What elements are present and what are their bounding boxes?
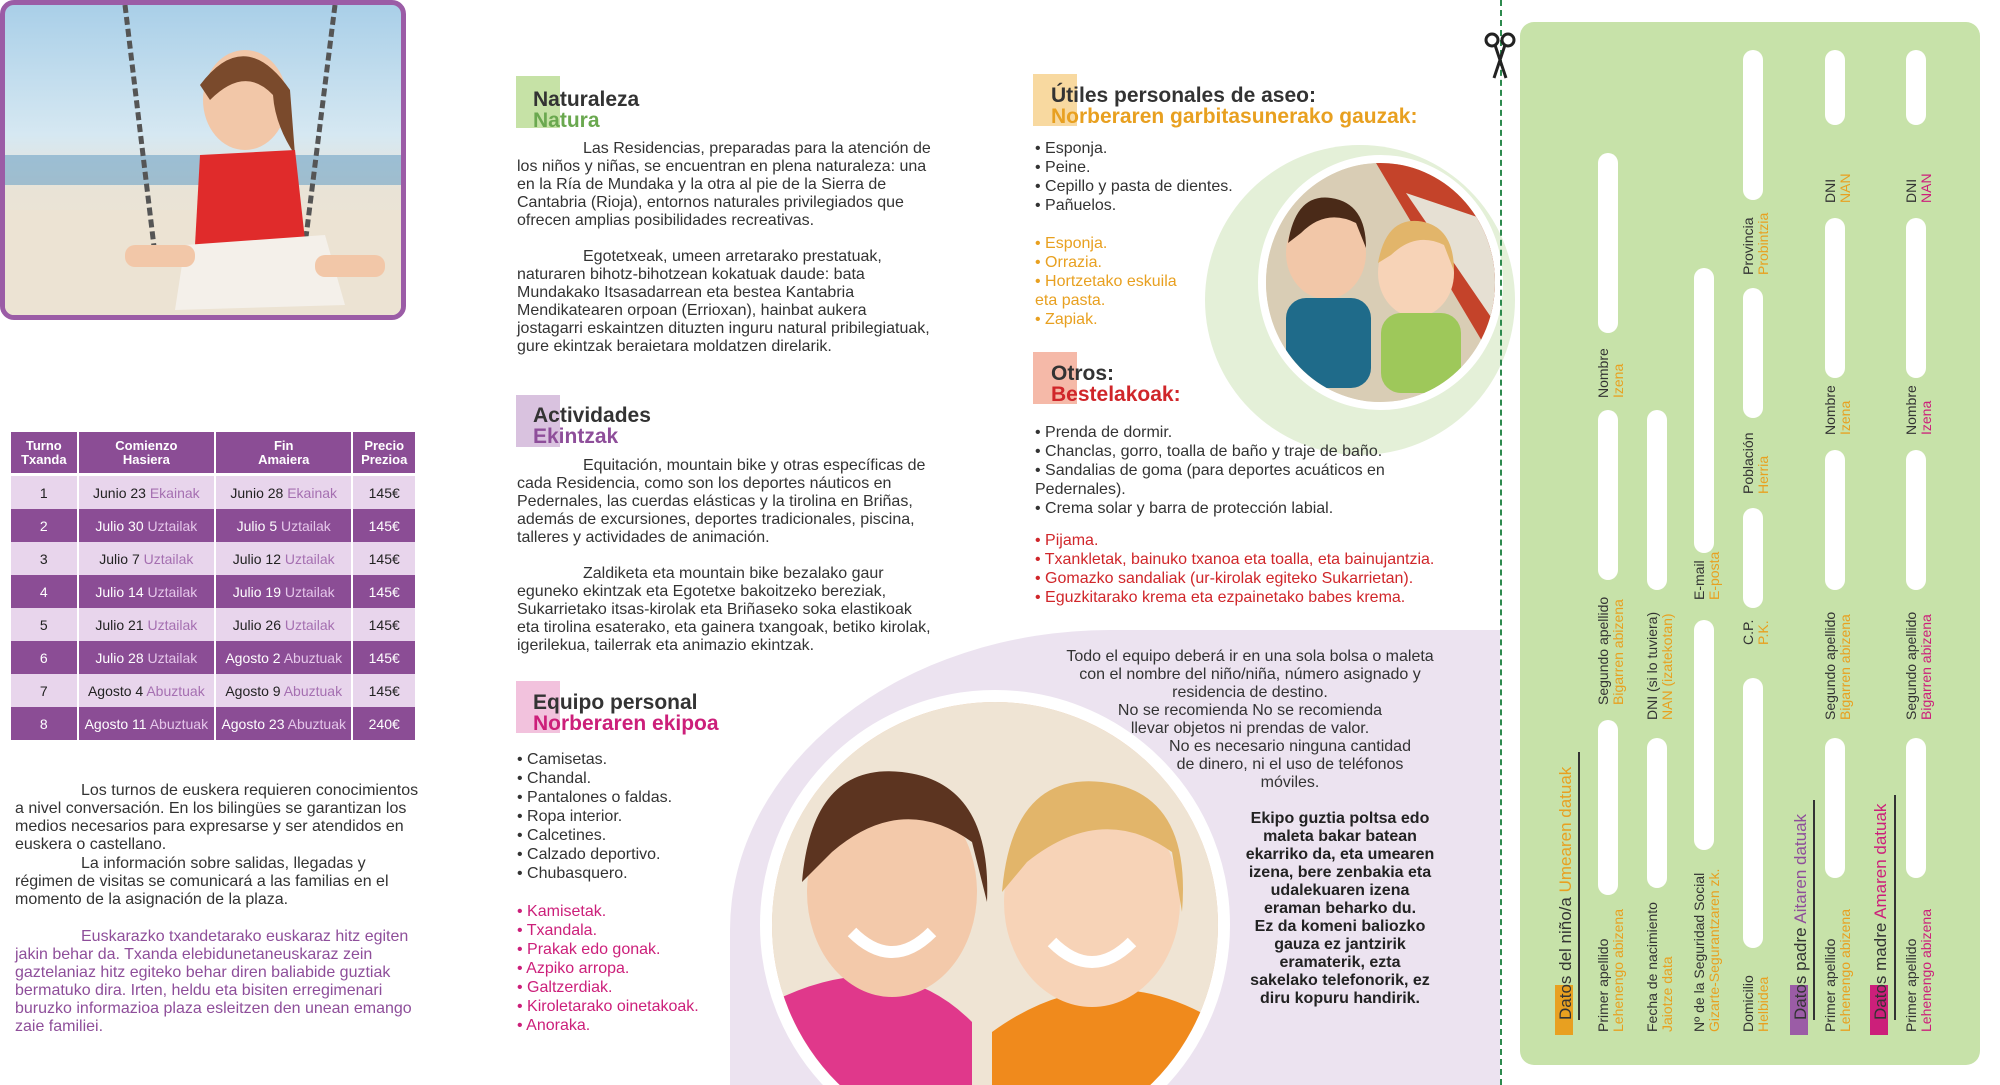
- child-domicilio-field[interactable]: [1743, 678, 1763, 948]
- utiles-list-es: [1035, 139, 1295, 215]
- child-cp-label: C.P. P.K.: [1740, 619, 1771, 645]
- cut-line: [1500, 0, 1502, 1085]
- father-apellido1-field[interactable]: [1825, 738, 1845, 878]
- mother-apellido2-field[interactable]: [1906, 450, 1926, 590]
- list-item: • Azpiko arropa.: [517, 960, 630, 977]
- father-apellido2-field[interactable]: [1825, 450, 1845, 590]
- table-row: 7 Agosto 4 Abuztuak Agosto 9 Abuztuak 145€: [11, 674, 417, 707]
- list-item: • Prenda de dormir.: [1035, 424, 1173, 441]
- header-comienzo: Comienzo Hasiera: [79, 432, 216, 476]
- mother-group-label: Datos madre Amaren datuak: [1871, 803, 1890, 1020]
- list-item: • Chanclas, gorro, toalla de baño y traje de baño.: [1035, 443, 1383, 460]
- table-row: 8 Agosto 11 Abuztuak Agosto 23 Abuztuak 240€: [11, 707, 417, 740]
- child-provincia-label: Provincia Probintzia: [1740, 212, 1771, 275]
- list-item: • Pantalones o faldas.: [517, 789, 673, 806]
- notice-es: Todo el equipo deberá ir en una sola bolsa o maleta con el nombre del niño/niña, número asignado y residencia de destino. No se recomienda No se recomienda llevar objetos ni prendas de valor. No es necesario ninguna cantidad de dinero, ni el uso de teléfonos móviles.: [1066, 648, 1434, 791]
- father-nombre-field[interactable]: [1825, 218, 1845, 378]
- list-item: • Txandala.: [517, 922, 598, 939]
- mother-nombre-label: Nombre Izena: [1903, 385, 1934, 435]
- father-group-line: [1813, 800, 1815, 1020]
- actividades-text-es: Equitación, mountain bike y otras específicas de cada Residencia, como son los deportes náuticos en Pedernales, las cuerdas elásticas y la tirolina en Briñas, además de excursiones, deportes tradicionales, piscina, talleres y actividades de animación.: [517, 457, 926, 546]
- child-cp-field[interactable]: [1743, 508, 1763, 608]
- list-item: • Camisetas.: [517, 751, 608, 768]
- list-item: eta pasta.: [1035, 292, 1106, 309]
- list-item: • Chandal.: [517, 770, 592, 787]
- list-item: • Kamisetak.: [517, 903, 607, 920]
- list-item: • Crema solar y barra de protección labial.: [1035, 500, 1334, 517]
- note-eu: Euskarazko txandetarako euskaraz hitz egiten jakin behar da. Txanda elebidunetaneuskaraz zein gaztelaniaz hitz egiteko behar diren baliabide guztiak bermatuko dira. Irten, heldu eta bisiten erregimenari buruzko informazioa plaza esleitzen den unean emango zaie familiei.: [15, 928, 412, 1035]
- list-item: • Pañuelos.: [1035, 197, 1117, 214]
- table-row: 5 Julio 21 Uztailak Julio 26 Uztailak 145€: [11, 608, 417, 641]
- table-row: 4 Julio 14 Uztailak Julio 19 Uztailak 145€: [11, 575, 417, 608]
- child-nombre-label: Nombre Izena: [1595, 348, 1626, 398]
- child-apellido1-field[interactable]: [1598, 720, 1618, 895]
- girl-swing-photo: [0, 0, 406, 320]
- child-apellido1-label: Primer apellido Lehenengo abizena: [1595, 908, 1626, 1032]
- schedule-header-row: [11, 432, 417, 476]
- child-nacimiento-field[interactable]: [1647, 738, 1667, 888]
- naturaleza-subtitle: Natura: [533, 109, 600, 132]
- list-item: • Calzado deportivo.: [517, 846, 661, 863]
- mother-apellido2-label: Segundo apellido Bigarren abizena: [1903, 611, 1934, 720]
- list-item: • Esponja.: [1035, 140, 1108, 157]
- equipo-list-es: [517, 750, 777, 883]
- header-fin: Fin Amaiera: [216, 432, 353, 476]
- list-item: • Hortzetako eskuila: [1035, 273, 1177, 290]
- mother-dni-field[interactable]: [1906, 50, 1926, 125]
- mother-apellido1-label: Primer apellido Lehenengo abizena: [1903, 908, 1934, 1032]
- child-provincia-field[interactable]: [1743, 50, 1763, 200]
- list-item: • Prakak edo gonak.: [517, 941, 661, 958]
- otros-title: Otros:: [1051, 362, 1114, 385]
- father-dni-label: DNI NAN: [1822, 173, 1853, 203]
- table-row: 1 Junio 23 Ekainak Junio 28 Ekainak 145€: [11, 476, 417, 509]
- child-group-label: Datos del niño/a Umearen datuak: [1556, 766, 1575, 1020]
- list-item: • Orrazia.: [1035, 254, 1102, 271]
- schedule-table: [11, 432, 417, 740]
- child-apellido2-label: Segundo apellido Bigarren abizena: [1595, 596, 1626, 705]
- child-poblacion-field[interactable]: [1743, 288, 1763, 418]
- father-dni-field[interactable]: [1825, 50, 1845, 125]
- equipo-subtitle: Norberaren ekipoa: [533, 712, 719, 735]
- child-nacimiento-label: Fecha de nacimiento Jaiotze data: [1644, 902, 1675, 1032]
- child-dni-label: DNI (si lo tuviera) NAN (izatekotan): [1644, 611, 1675, 720]
- table-row: 6 Julio 28 Uztailak Agosto 2 Abuztuak 145€: [11, 641, 417, 674]
- list-item: • Pijama.: [1035, 532, 1099, 549]
- child-nombre-field[interactable]: [1598, 153, 1618, 333]
- father-nombre-label: Nombre Izena: [1822, 385, 1853, 435]
- table-row: 2 Julio 30 Uztailak Julio 5 Uztailak 145€: [11, 509, 417, 542]
- list-item: • Ropa interior.: [517, 808, 623, 825]
- note-es-1: Los turnos de euskera requieren conocimientos a nivel conversación. En los bilingües se garantizan los medios necesarios para expresarse y ser atendidos en euskera o castellano.: [15, 782, 419, 853]
- child-seg-social-field[interactable]: [1694, 620, 1714, 850]
- child-group-line: [1578, 752, 1580, 1020]
- list-item: • Gomazko sandaliak (ur-kirolak egiteko Sukarrietan).: [1035, 570, 1414, 587]
- list-item: • Esponja.: [1035, 235, 1108, 252]
- equipo-title: Equipo personal: [533, 691, 698, 714]
- header-precio: Precio Prezioa: [353, 432, 417, 476]
- actividades-text-eu: Zaldiketa eta mountain bike bezalako gaur eguneko ekintzak eta Egotetxe bakoitzeko bereziak, Sukarrietako itsas-kirolak eta Briñaseko soka elastikoak eta tirolina esaterako, eta gainera txangoak, betiko kirolak, igerilekua, tailerrak eta animazio ekintzak.: [517, 565, 931, 654]
- child-seg-social-label: Nº de la Seguridad Social Gizarte-Segurantzaren zk.: [1691, 868, 1722, 1032]
- naturaleza-title: Naturaleza: [533, 88, 640, 111]
- child-domicilio-label: Domicilio Helbidea: [1740, 975, 1771, 1032]
- utiles-list-eu: [1035, 234, 1235, 329]
- header-turno: Turno Txanda: [11, 432, 79, 476]
- list-item: • Chubasquero.: [517, 865, 628, 882]
- list-item: • Zapiak.: [1035, 311, 1098, 328]
- naturaleza-text-es: Las Residencias, preparadas para la atención de los niños y niñas, se encuentran en plena naturaleza: una en la Ría de Mundaka y la otra al pie de la Sierra de Cantabria (Rioja), entornos naturales privilegiados que ofrecen amplias posibilidades recreativas.: [517, 140, 931, 229]
- list-item: Pedernales).: [1035, 481, 1126, 498]
- notice-eu: Ekipo guztia poltsa edo maleta bakar batean ekarriko da, eta umearen izena, bere zenbakia eta udalekuaren izena eraman beharko du. Ez da komeni baliozko gauza ez jantzirik eramaterik, ezta sakelako telefonorik, ez diru kopuru handirik.: [1245, 810, 1435, 1007]
- father-group-label: Datos padre Aitaren datuak: [1791, 813, 1810, 1020]
- mother-nombre-field[interactable]: [1906, 218, 1926, 378]
- child-apellido2-field[interactable]: [1598, 410, 1618, 580]
- list-item: • Kiroletarako oinetakoak.: [517, 998, 699, 1015]
- kids-tent-illustration: [1266, 163, 1495, 402]
- otros-list-es: [1035, 423, 1455, 518]
- girl-swing-illustration: [5, 5, 401, 315]
- mother-dni-label: DNI NAN: [1903, 173, 1934, 203]
- father-apellido1-label: Primer apellido Lehenengo abizena: [1822, 908, 1853, 1032]
- list-item: • Cepillo y pasta de dientes.: [1035, 178, 1233, 195]
- list-item: • Peine.: [1035, 159, 1091, 176]
- naturaleza-text-eu: Egotetxeak, umeen arretarako prestatuak, naturaren bihotz-bihotzean kokatuak daude: bata Mundakako Itsasadarrean eta bestea Kantabria Mendikatearen orpoan (Errioxan), hainbat aukera jostagarri eskaintzen dituzten inguru natural pribilegiatuak, gure ekintzak beraietara moldatzen direlarik.: [517, 248, 930, 355]
- scissors-icon: [1484, 32, 1516, 80]
- child-dni-field[interactable]: [1647, 410, 1667, 590]
- list-item: • Eguzkitarako krema eta ezpainetako babes krema.: [1035, 589, 1406, 606]
- otros-subtitle: Bestelakoak:: [1051, 383, 1181, 406]
- child-email-label: E-mail E-posta: [1691, 551, 1722, 600]
- actividades-subtitle: Ekintzak: [533, 425, 619, 448]
- list-item: • Anoraka.: [517, 1017, 591, 1034]
- list-item: • Galtzerdiak.: [517, 979, 613, 996]
- list-item: • Sandalias de goma (para deportes acuáticos en: [1035, 462, 1385, 479]
- utiles-subtitle: Norberaren garbitasunerako gauzak:: [1051, 105, 1418, 128]
- child-poblacion-label: Población Herria: [1740, 432, 1771, 494]
- mother-group-line: [1894, 795, 1896, 1020]
- list-item: • Txankletak, bainuko txanoa eta toalla, eta bainujantzia.: [1035, 551, 1435, 568]
- note-es-2: La información sobre salidas, llegadas y régimen de visitas se comunicará a las familias en el momento de la asignación de la plaza.: [15, 855, 389, 908]
- table-row: 3 Julio 7 Uztailak Julio 12 Uztailak 145€: [11, 542, 417, 575]
- father-apellido2-label: Segundo apellido Bigarren abizena: [1822, 611, 1853, 720]
- actividades-title: Actividades: [533, 404, 651, 427]
- list-item: • Calcetines.: [517, 827, 607, 844]
- otros-list-eu: [1035, 531, 1485, 607]
- utiles-title: Útiles personales de aseo:: [1051, 84, 1316, 107]
- mother-apellido1-field[interactable]: [1906, 738, 1926, 878]
- child-email-field[interactable]: [1694, 268, 1714, 553]
